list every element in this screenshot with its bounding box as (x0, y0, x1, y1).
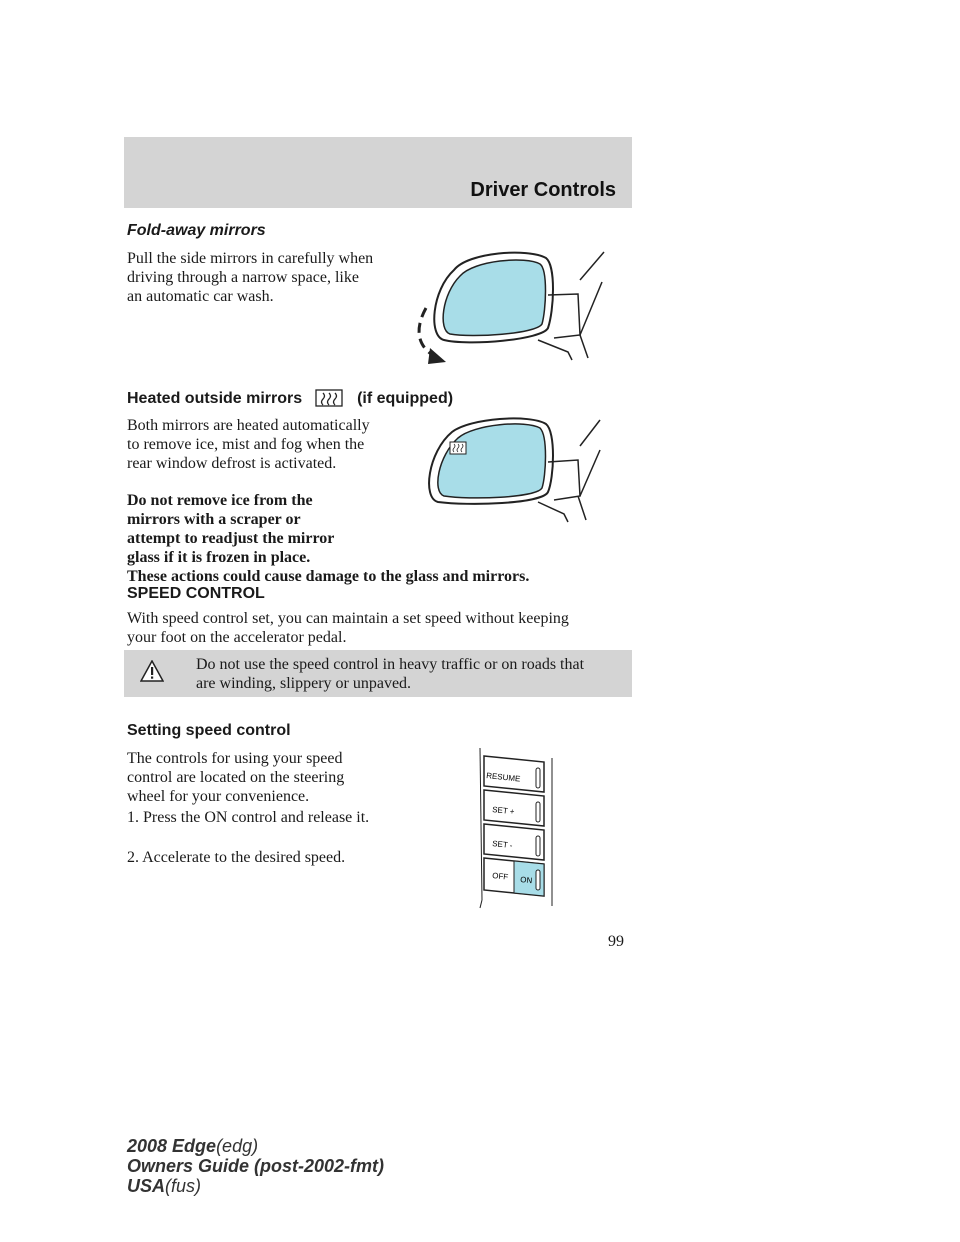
setting-speed-intro: The controls for using your speed control are located on the steering wheel for your convenience. (127, 750, 345, 805)
footer-market: USA (127, 1176, 166, 1196)
heated-mirrors-heading (127, 389, 453, 408)
speed-control-warning (124, 650, 632, 697)
switch-label-on: ON (519, 875, 533, 886)
setting-speed-heading: Setting speed control (127, 722, 291, 739)
footer-line-3 (127, 1176, 201, 1196)
setting-step-2: 2. Accelerate to the desired speed. (127, 849, 346, 866)
heated-caution-2: mirrors with a scraper or (127, 511, 301, 528)
footer-model: 2008 Edge (127, 1136, 217, 1156)
heated-caution-3: attempt to readjust the mirror (127, 530, 335, 547)
switch-label-set-plus: SET + (491, 805, 515, 817)
fold-away-mirror-illustration (408, 240, 620, 390)
footer-guide: Owners Guide (post-2002-fmt) (127, 1156, 385, 1176)
footer-line-2 (127, 1156, 384, 1176)
speed-control-heading: SPEED CONTROL (127, 585, 265, 602)
page-number: 99 (608, 933, 624, 950)
setting-step-1: 1. Press the ON control and release it. (127, 809, 370, 826)
switch-label-resume: RESUME (485, 771, 521, 784)
heated-caution-4: glass if it is frozen in place. (127, 549, 311, 566)
heated-heading-suffix: (if equipped) (357, 390, 454, 407)
footer-market-code: (fus) (165, 1176, 202, 1196)
warning-text-2: are winding, slippery or unpaved. (196, 675, 412, 692)
switch-label-off: OFF (491, 871, 509, 882)
fold-away-text: Pull the side mirrors in carefully when driving through a narrow space, like an automatic car wash. (127, 250, 374, 305)
warning-icon (140, 660, 164, 682)
heated-heading-text: Heated outside mirrors (127, 390, 303, 407)
speed-control-text-2: your foot on the accelerator pedal. (127, 629, 347, 646)
rear-defrost-icon (315, 389, 343, 407)
heated-mirror-illustration (408, 412, 620, 544)
footer-model-code: (edg) (216, 1136, 259, 1156)
heated-mirrors-text: Both mirrors are heated automatically to remove ice, mist and fog when the rear window defrost is activated. (127, 417, 370, 472)
warning-text-1: Do not use the speed control in heavy traffic or on roads that (196, 656, 585, 673)
section-header (124, 137, 632, 208)
footer-line-1 (127, 1136, 258, 1156)
speed-control-text-1: With speed control set, you can maintain a set speed without keeping (127, 610, 569, 627)
fold-away-heading: Fold-away mirrors (127, 222, 266, 239)
heated-caution-1: Do not remove ice from the (127, 492, 313, 509)
switch-label-set-minus: SET - (491, 839, 513, 851)
section-title: Driver Controls (470, 179, 616, 201)
speed-control-switch-illustration (470, 740, 570, 910)
heated-caution-5: These actions could cause damage to the glass and mirrors. (127, 568, 530, 585)
